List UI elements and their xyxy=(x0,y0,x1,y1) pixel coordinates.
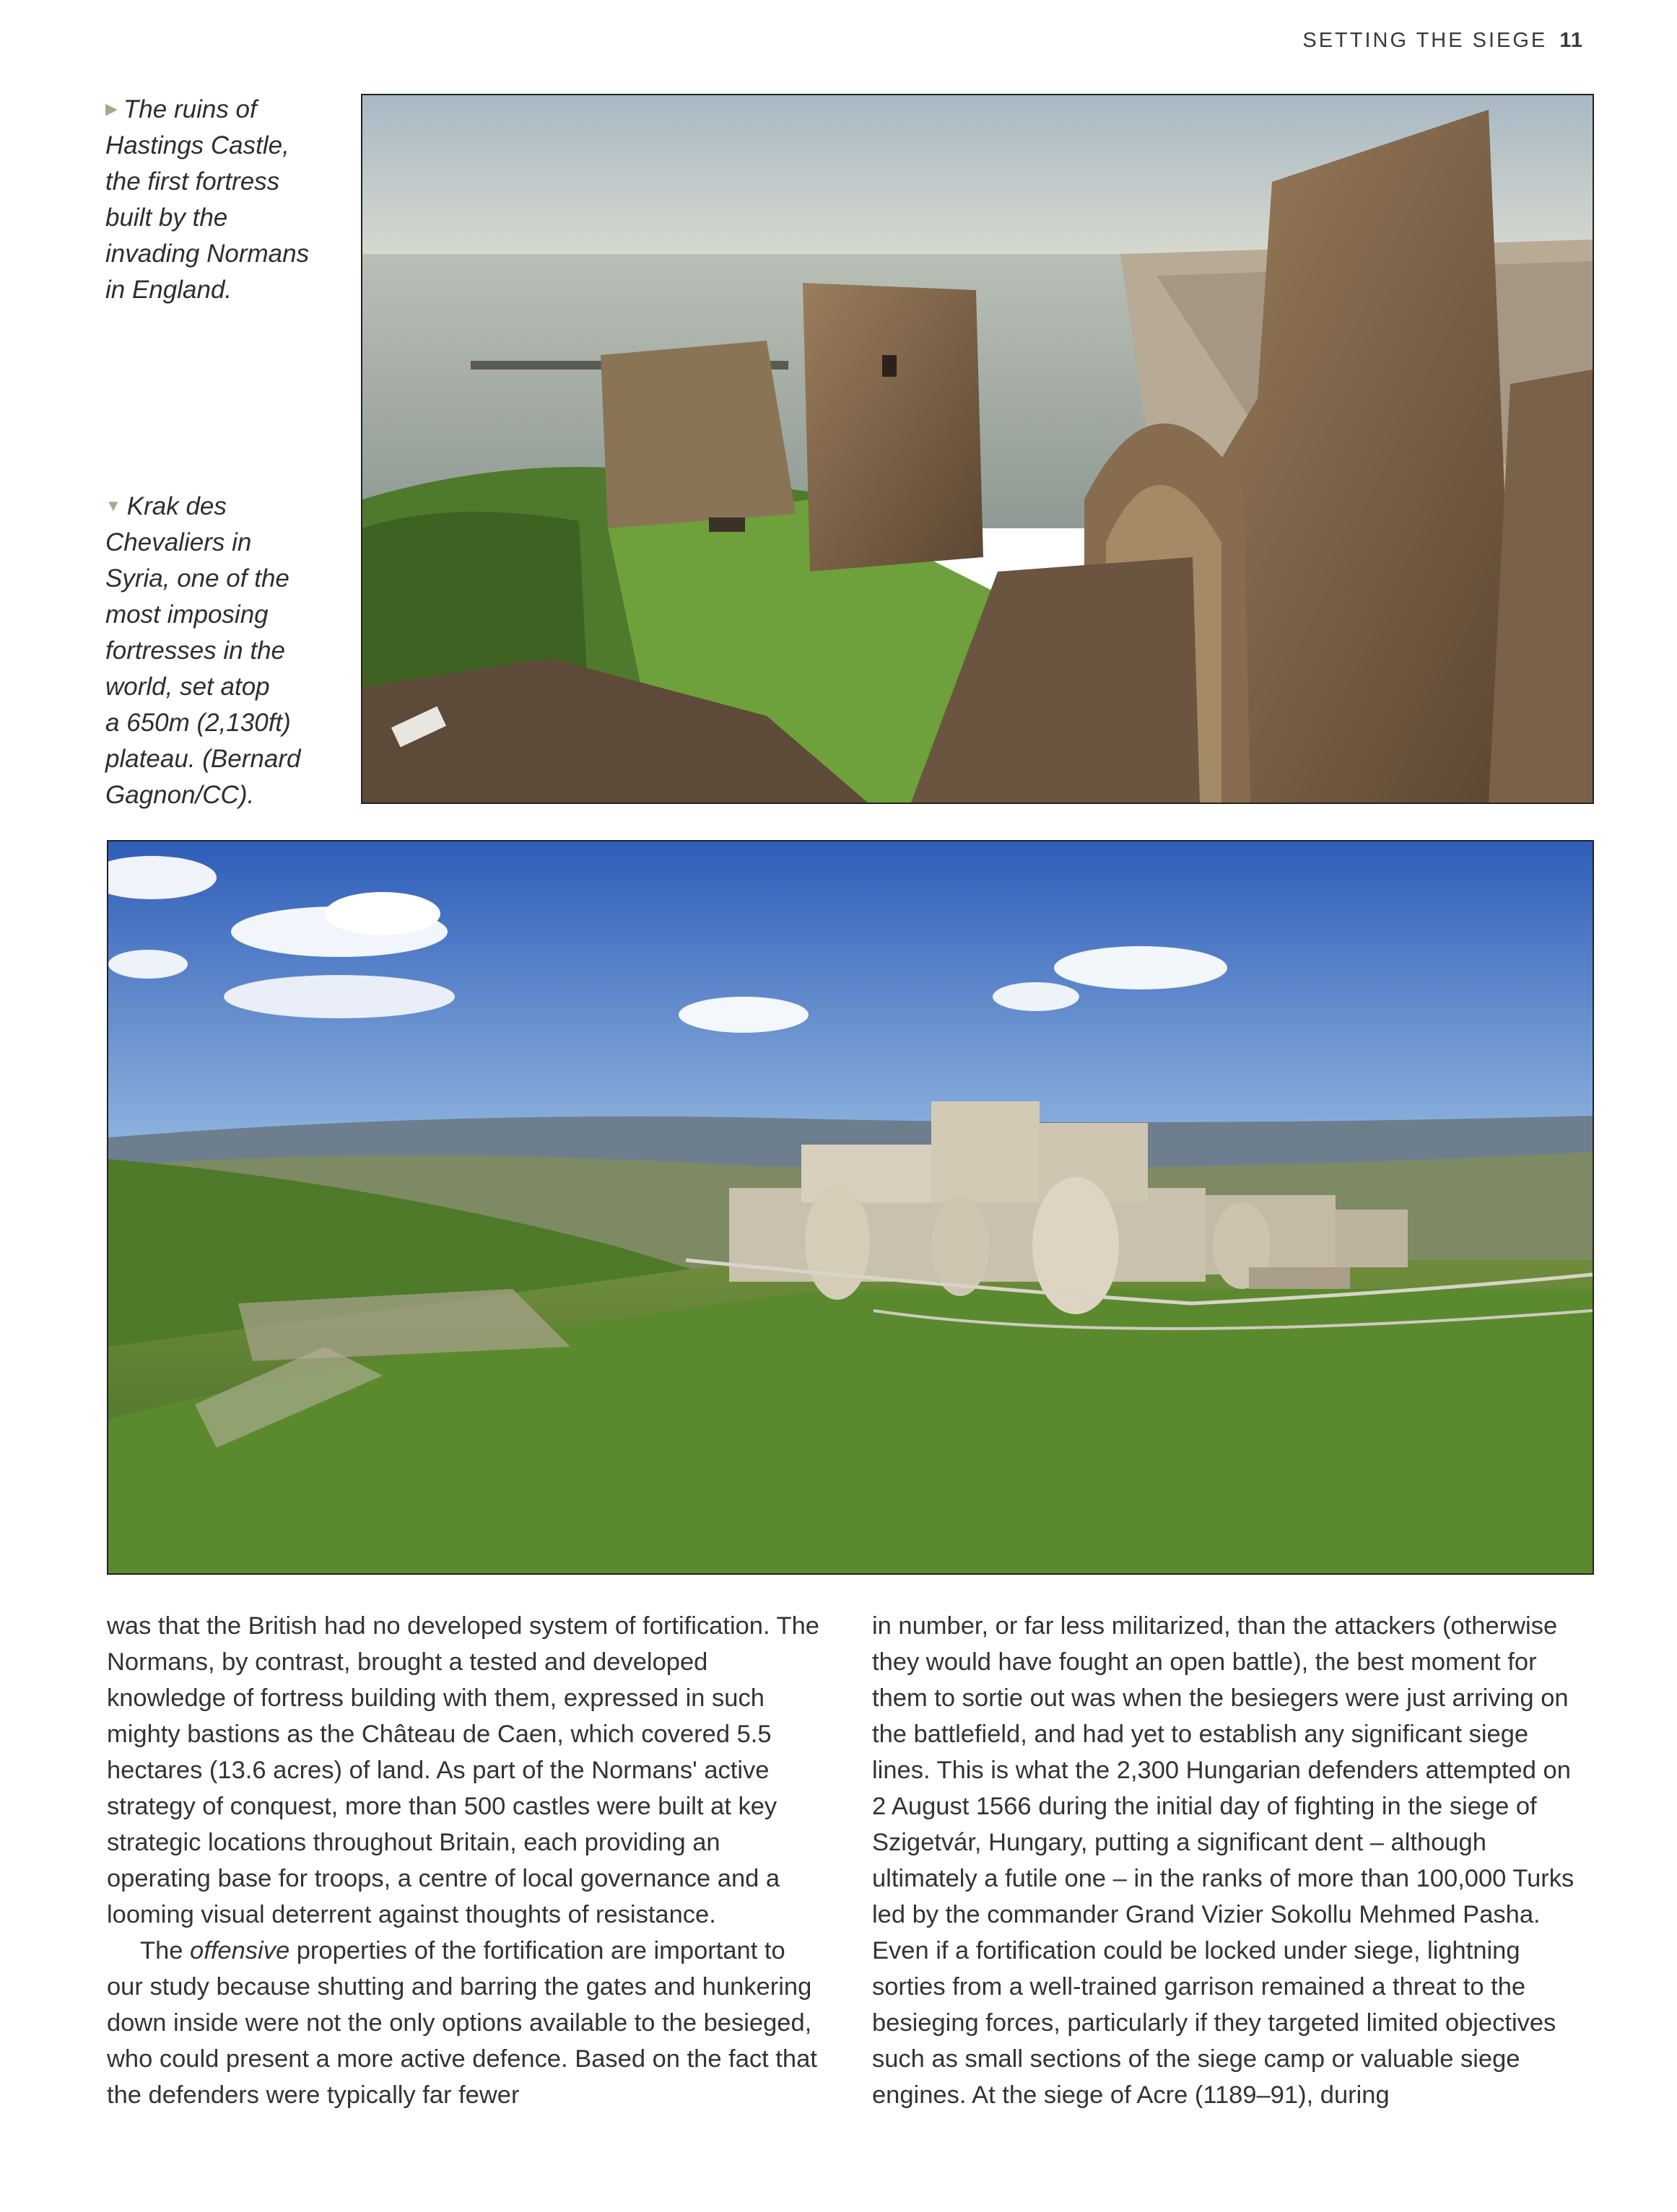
right-arrow-icon: ▶ xyxy=(105,100,118,118)
caption-line: invading Normans xyxy=(105,240,310,268)
page-number: 11 xyxy=(1559,29,1583,52)
caption-line: plateau. (Bernard xyxy=(105,745,301,773)
down-arrow-icon: ▼ xyxy=(105,497,121,515)
body-column-right xyxy=(872,1608,1587,2113)
body-column-left xyxy=(107,1608,822,2113)
caption-line: The ruins of xyxy=(123,95,257,123)
caption-line: the first fortress xyxy=(105,167,280,196)
caption-line: in England. xyxy=(105,276,232,304)
caption-line: Chevaliers in xyxy=(105,528,252,556)
body-paragraph xyxy=(107,1933,822,2113)
hastings-castle-illustration xyxy=(362,95,1593,803)
caption-line: built by the xyxy=(105,204,228,232)
krak-des-chevaliers-photo xyxy=(107,840,1594,1575)
caption-line: Syria, one of the xyxy=(105,564,289,593)
caption-line: world, set atop xyxy=(105,673,270,701)
caption-line: Hastings Castle, xyxy=(105,131,289,159)
hastings-castle-photo xyxy=(361,94,1594,804)
caption-hastings xyxy=(105,91,344,308)
caption-line: most imposing xyxy=(105,600,269,629)
body-text: The xyxy=(140,1937,191,1964)
running-title: SETTING THE SIEGE xyxy=(1302,29,1548,52)
body-text: properties of the fortification are important to our study because shutting and barring the gates and hunkering down inside were not the only options available to the besieged, who could present a more active defence. Based on the fact that the defenders were typically far fewer xyxy=(107,1937,817,2109)
caption-line: Krak des xyxy=(126,492,227,520)
running-header xyxy=(1302,29,1583,53)
body-paragraph: was that the British had no developed system of fortification. The Normans, by contrast, brought a tested and developed knowledge of fortress building with them, expressed in such mighty bastions as the Château de Caen, which covered 5.5 hectares (13.6 acres) of land. As part of the Normans' active strategy of conquest, more than 500 castles were built at key strategic locations throughout Britain, each providing an operating base for troops, a centre of local governance and a looming visual deterrent against thoughts of resistance. xyxy=(107,1612,819,1928)
caption-line: a 650m (2,130ft) xyxy=(105,709,291,737)
caption-line: Gagnon/CC). xyxy=(105,781,255,809)
caption-line: fortresses in the xyxy=(105,637,285,665)
body-paragraph: in number, or far less militarized, than the attackers (otherwise they would have fought an open battle), the best moment for them to sortie out was when the besiegers were just arriving on the battlefield, and had yet to establish any significant siege lines. This is what the 2,300 Hungarian defenders attempted on 2 August 1566 during the initial day of fighting in the siege of Szigetvár, Hungary, putting a significant dent – although ultimately a futile one – in the ranks of more than 100,000 Turks led by the commander Grand Vizier Sokollu Mehmed Pasha. Even if a fortification could be locked under siege, lightning sorties from a well-trained garrison remained a threat to the besieging forces, particularly if they targeted limited objectives such as small sections of the siege camp or valuable siege engines. At the siege of Acre (1189–91), during xyxy=(872,1612,1574,2109)
emphasized-word: offensive xyxy=(190,1937,290,1964)
krak-des-chevaliers-illustration xyxy=(108,841,1593,1573)
caption-krak xyxy=(105,488,344,813)
